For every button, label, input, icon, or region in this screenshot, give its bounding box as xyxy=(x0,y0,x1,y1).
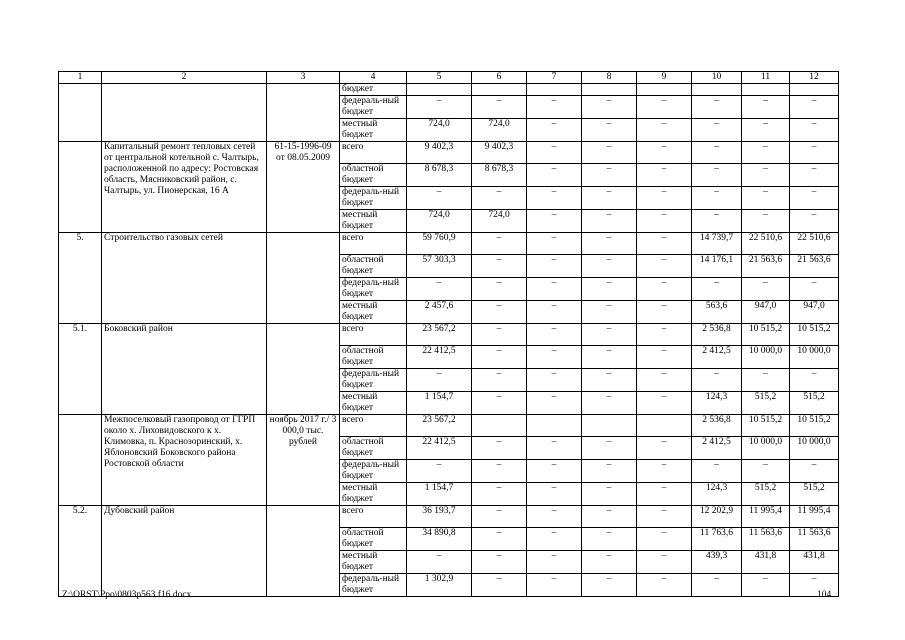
value-cell xyxy=(472,415,527,437)
value-cell: – xyxy=(527,551,582,574)
col-header: 3 xyxy=(267,72,340,84)
col-header: 8 xyxy=(582,72,637,84)
value-cell: 2 457,6 xyxy=(407,301,472,324)
value-cell: – xyxy=(692,278,742,301)
value-cell: 11 563,6 xyxy=(742,528,790,551)
value-cell: – xyxy=(472,460,527,483)
value-cell: – xyxy=(582,324,637,346)
value-cell: – xyxy=(527,483,582,506)
value-cell: – xyxy=(582,96,637,119)
value-cell: 947,0 xyxy=(742,301,790,324)
table-row xyxy=(59,84,839,96)
value-cell: – xyxy=(472,392,527,415)
value-cell: 515,2 xyxy=(742,392,790,415)
value-cell: 21 563,6 xyxy=(742,255,790,278)
row-number: 5.2. xyxy=(59,506,102,597)
value-cell: – xyxy=(407,96,472,119)
value-cell xyxy=(692,84,742,96)
value-cell: – xyxy=(472,483,527,506)
value-cell: – xyxy=(472,437,527,460)
value-cell: 22 412,5 xyxy=(407,346,472,369)
value-cell: 11 995,4 xyxy=(742,506,790,528)
value-cell: 12 202,9 xyxy=(692,506,742,528)
funding-source: федераль-ный бюджет xyxy=(340,96,407,119)
row-name: Строительство газовых сетей xyxy=(102,233,267,324)
value-cell: – xyxy=(527,506,582,528)
value-cell: – xyxy=(742,187,790,210)
value-cell: 11 563,6 xyxy=(790,528,839,551)
value-cell: 8 678,3 xyxy=(472,164,527,187)
funding-source: областной бюджет xyxy=(340,437,407,460)
value-cell: – xyxy=(527,233,582,255)
row-code xyxy=(267,84,340,142)
value-cell: – xyxy=(582,392,637,415)
value-cell: – xyxy=(790,369,839,392)
value-cell: – xyxy=(582,301,637,324)
value-cell: – xyxy=(582,233,637,255)
funding-source: всего xyxy=(340,324,407,346)
value-cell: – xyxy=(527,255,582,278)
value-cell: – xyxy=(692,460,742,483)
col-header: 7 xyxy=(527,72,582,84)
value-cell: – xyxy=(582,460,637,483)
value-cell: – xyxy=(582,278,637,301)
value-cell: 124,3 xyxy=(692,483,742,506)
value-cell: 11 763,6 xyxy=(692,528,742,551)
value-cell: – xyxy=(472,369,527,392)
value-cell: 34 890,8 xyxy=(407,528,472,551)
col-header: 12 xyxy=(790,72,839,84)
value-cell: – xyxy=(472,346,527,369)
value-cell: – xyxy=(582,119,637,142)
row-code xyxy=(267,233,340,324)
value-cell: – xyxy=(582,164,637,187)
value-cell: – xyxy=(790,187,839,210)
value-cell: – xyxy=(742,369,790,392)
value-cell: – xyxy=(582,346,637,369)
value-cell: – xyxy=(692,574,742,597)
value-cell: 1 154,7 xyxy=(407,483,472,506)
value-cell: – xyxy=(637,324,692,346)
value-cell: – xyxy=(407,278,472,301)
value-cell: – xyxy=(790,460,839,483)
value-cell: – xyxy=(637,301,692,324)
funding-source: областной бюджет xyxy=(340,255,407,278)
value-cell: 724,0 xyxy=(472,119,527,142)
funding-source: областной бюджет xyxy=(340,528,407,551)
value-cell: 8 678,3 xyxy=(407,164,472,187)
funding-source: федераль-ный бюджет xyxy=(340,278,407,301)
value-cell: – xyxy=(637,528,692,551)
col-header: 10 xyxy=(692,72,742,84)
value-cell: – xyxy=(527,187,582,210)
value-cell: – xyxy=(637,164,692,187)
value-cell: 515,2 xyxy=(790,392,839,415)
row-number: 5. xyxy=(59,233,102,324)
funding-source: всего xyxy=(340,415,407,437)
value-cell: – xyxy=(637,142,692,164)
col-header: 9 xyxy=(637,72,692,84)
value-cell: – xyxy=(692,142,742,164)
value-cell: 10 515,2 xyxy=(790,324,839,346)
value-cell: – xyxy=(582,187,637,210)
value-cell: 10 000,0 xyxy=(790,437,839,460)
funding-source: местный бюджет xyxy=(340,483,407,506)
value-cell xyxy=(582,415,637,437)
value-cell: – xyxy=(527,278,582,301)
funding-source: всего xyxy=(340,233,407,255)
value-cell: – xyxy=(692,187,742,210)
table-row xyxy=(59,233,839,255)
funding-source: местный бюджет xyxy=(340,119,407,142)
row-name: Межпоселковый газопровод от ГГРП около х. Лиховидовского к х. Климовка, п. Краснозоринский, х. Яблоновский Боковского района Ростовской области xyxy=(102,415,267,506)
header-row xyxy=(59,72,839,84)
value-cell: 2 412,5 xyxy=(692,437,742,460)
value-cell: – xyxy=(527,324,582,346)
value-cell: 724,0 xyxy=(407,210,472,233)
value-cell: 11 995,4 xyxy=(790,506,839,528)
value-cell: – xyxy=(637,483,692,506)
value-cell: – xyxy=(790,278,839,301)
funding-source: бюджет xyxy=(340,84,407,96)
value-cell: – xyxy=(742,574,790,597)
col-header: 5 xyxy=(407,72,472,84)
value-cell: – xyxy=(527,301,582,324)
value-cell: 23 567,2 xyxy=(407,415,472,437)
value-cell: – xyxy=(407,551,472,574)
table-row xyxy=(59,142,839,164)
col-header: 4 xyxy=(340,72,407,84)
table-row xyxy=(59,324,839,346)
value-cell xyxy=(742,84,790,96)
funding-source: всего xyxy=(340,506,407,528)
row-code xyxy=(267,506,340,597)
value-cell: 563,6 xyxy=(692,301,742,324)
value-cell: – xyxy=(472,506,527,528)
value-cell: 515,2 xyxy=(790,483,839,506)
value-cell: – xyxy=(692,119,742,142)
value-cell: – xyxy=(692,369,742,392)
row-number xyxy=(59,415,102,506)
value-cell: 14 176,1 xyxy=(692,255,742,278)
value-cell: – xyxy=(582,506,637,528)
row-name: Боковский район xyxy=(102,324,267,415)
value-cell: – xyxy=(527,437,582,460)
value-cell xyxy=(637,415,692,437)
value-cell: 14 739,7 xyxy=(692,233,742,255)
value-cell: – xyxy=(527,210,582,233)
row-number xyxy=(59,142,102,233)
value-cell: – xyxy=(637,551,692,574)
funding-source: местный бюджет xyxy=(340,301,407,324)
col-header: 6 xyxy=(472,72,527,84)
value-cell: 124,3 xyxy=(692,392,742,415)
value-cell: 9 402,3 xyxy=(407,142,472,164)
value-cell: 59 760,9 xyxy=(407,233,472,255)
value-cell: 10 000,0 xyxy=(790,346,839,369)
value-cell: – xyxy=(790,142,839,164)
footer-page-number: 104 xyxy=(817,590,832,600)
value-cell: – xyxy=(527,528,582,551)
value-cell: – xyxy=(527,574,582,597)
row-number: 5.1. xyxy=(59,324,102,415)
value-cell xyxy=(582,84,637,96)
value-cell: 431,8 xyxy=(742,551,790,574)
funding-source: местный бюджет xyxy=(340,392,407,415)
row-code: 61-15-1996-09 от 08.05.2009 xyxy=(267,142,340,233)
value-cell xyxy=(527,84,582,96)
row-name: Дубовский район xyxy=(102,506,267,597)
value-cell: – xyxy=(407,187,472,210)
value-cell: 22 510,6 xyxy=(742,233,790,255)
value-cell: – xyxy=(637,119,692,142)
value-cell: – xyxy=(742,210,790,233)
value-cell xyxy=(527,415,582,437)
value-cell: 2 536,8 xyxy=(692,324,742,346)
value-cell: – xyxy=(790,210,839,233)
value-cell: – xyxy=(527,96,582,119)
value-cell: – xyxy=(472,278,527,301)
funding-source: федераль-ный бюджет xyxy=(340,574,407,597)
value-cell: 23 567,2 xyxy=(407,324,472,346)
value-cell xyxy=(407,84,472,96)
value-cell: 1 154,7 xyxy=(407,392,472,415)
value-cell xyxy=(790,84,839,96)
value-cell: – xyxy=(472,301,527,324)
value-cell: 724,0 xyxy=(407,119,472,142)
value-cell: – xyxy=(407,460,472,483)
value-cell: – xyxy=(637,96,692,119)
value-cell: 431,8 xyxy=(790,551,839,574)
table-row xyxy=(59,506,839,528)
value-cell: – xyxy=(582,551,637,574)
value-cell: – xyxy=(637,233,692,255)
value-cell: – xyxy=(637,187,692,210)
value-cell: – xyxy=(582,574,637,597)
col-header: 1 xyxy=(59,72,102,84)
value-cell: 10 515,2 xyxy=(742,324,790,346)
value-cell: 10 515,2 xyxy=(742,415,790,437)
value-cell: 22 412,5 xyxy=(407,437,472,460)
value-cell: – xyxy=(790,164,839,187)
value-cell: – xyxy=(692,164,742,187)
value-cell: 2 412,5 xyxy=(692,346,742,369)
value-cell: – xyxy=(582,528,637,551)
table-row xyxy=(59,415,839,437)
value-cell: 724,0 xyxy=(472,210,527,233)
row-number xyxy=(59,84,102,142)
value-cell: – xyxy=(790,574,839,597)
value-cell: 1 302,9 xyxy=(407,574,472,597)
value-cell: – xyxy=(742,96,790,119)
funding-source: всего xyxy=(340,142,407,164)
funding-source: областной бюджет xyxy=(340,164,407,187)
value-cell: – xyxy=(637,460,692,483)
value-cell: 10 000,0 xyxy=(742,346,790,369)
row-name xyxy=(102,84,267,142)
value-cell xyxy=(637,84,692,96)
value-cell: – xyxy=(742,278,790,301)
value-cell: – xyxy=(582,437,637,460)
value-cell: – xyxy=(472,528,527,551)
value-cell: – xyxy=(692,96,742,119)
funding-source: местный бюджет xyxy=(340,210,407,233)
value-cell: 21 563,6 xyxy=(790,255,839,278)
row-name: Капитальный ремонт тепловых сетей от центральной котельной с. Чалтырь, расположенной по адресу: Ростовская область, Мясниковский район, с. Чалтырь, ул. Пионерская, 16 А xyxy=(102,142,267,233)
funding-source: местный бюджет xyxy=(340,551,407,574)
value-cell: 515,2 xyxy=(742,483,790,506)
value-cell: – xyxy=(637,392,692,415)
value-cell: 9 402,3 xyxy=(472,142,527,164)
col-header: 11 xyxy=(742,72,790,84)
value-cell: – xyxy=(790,119,839,142)
value-cell: – xyxy=(472,255,527,278)
value-cell: – xyxy=(637,574,692,597)
value-cell: – xyxy=(637,255,692,278)
funding-source: федераль-ный бюджет xyxy=(340,369,407,392)
value-cell: – xyxy=(527,392,582,415)
budget-table xyxy=(58,71,839,597)
value-cell: 36 193,7 xyxy=(407,506,472,528)
value-cell: – xyxy=(472,96,527,119)
value-cell: – xyxy=(742,460,790,483)
value-cell: – xyxy=(407,369,472,392)
value-cell: – xyxy=(582,255,637,278)
value-cell: – xyxy=(472,187,527,210)
value-cell: 10 515,2 xyxy=(790,415,839,437)
value-cell: – xyxy=(637,210,692,233)
value-cell: – xyxy=(637,369,692,392)
value-cell: 22 510,6 xyxy=(790,233,839,255)
value-cell: – xyxy=(637,278,692,301)
value-cell: – xyxy=(527,346,582,369)
value-cell: – xyxy=(790,96,839,119)
col-header: 2 xyxy=(102,72,267,84)
value-cell: – xyxy=(637,346,692,369)
value-cell: 2 536,8 xyxy=(692,415,742,437)
funding-source: федераль-ный бюджет xyxy=(340,187,407,210)
footer-file-path: Z:\ORST\Ppo\0803p563.f16.docx xyxy=(62,590,192,600)
value-cell: – xyxy=(692,210,742,233)
value-cell: – xyxy=(582,483,637,506)
value-cell: 947,0 xyxy=(790,301,839,324)
value-cell xyxy=(472,84,527,96)
value-cell: – xyxy=(637,437,692,460)
value-cell: – xyxy=(742,164,790,187)
value-cell: – xyxy=(472,574,527,597)
value-cell: 57 303,3 xyxy=(407,255,472,278)
value-cell: – xyxy=(582,210,637,233)
value-cell: – xyxy=(472,551,527,574)
value-cell: – xyxy=(527,369,582,392)
value-cell: – xyxy=(637,506,692,528)
value-cell: – xyxy=(472,324,527,346)
value-cell: 10 000,0 xyxy=(742,437,790,460)
value-cell: – xyxy=(527,142,582,164)
funding-source: федераль-ный бюджет xyxy=(340,460,407,483)
value-cell: – xyxy=(742,119,790,142)
funding-source: областной бюджет xyxy=(340,346,407,369)
value-cell: – xyxy=(527,119,582,142)
value-cell: – xyxy=(527,164,582,187)
value-cell: – xyxy=(582,369,637,392)
row-code: ноябрь 2017 г./ 3 000,0 тыс. рублей xyxy=(267,415,340,506)
value-cell: 439,3 xyxy=(692,551,742,574)
value-cell: – xyxy=(742,142,790,164)
value-cell: – xyxy=(472,233,527,255)
row-code xyxy=(267,324,340,415)
value-cell: – xyxy=(527,460,582,483)
value-cell: – xyxy=(582,142,637,164)
